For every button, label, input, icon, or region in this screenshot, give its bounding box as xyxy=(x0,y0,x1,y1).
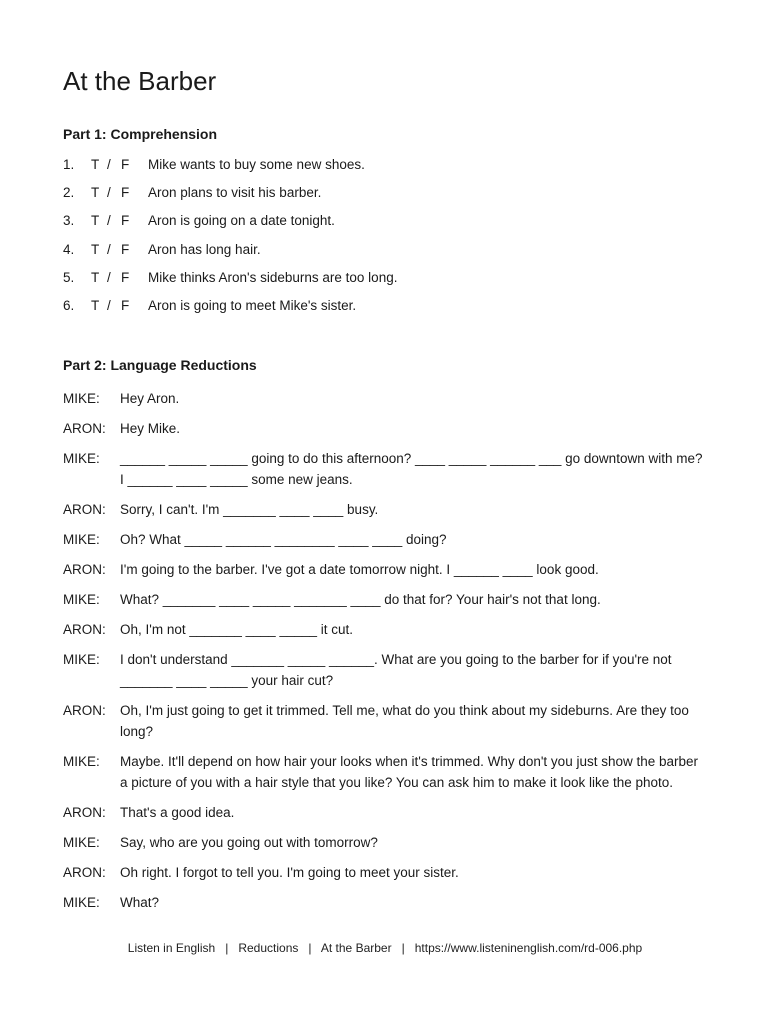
statement: Aron has long hair. xyxy=(148,241,261,257)
speaker-label: ARON: xyxy=(63,502,106,517)
part2-heading: Part 2: Language Reductions xyxy=(63,357,257,373)
footer-page: At the Barber xyxy=(320,941,392,955)
utterance-text: Hey Aron. xyxy=(120,391,180,406)
speaker-label: ARON: xyxy=(63,805,106,820)
tf-separator: / xyxy=(107,269,111,285)
dialogue-line xyxy=(63,499,703,520)
comprehension-item xyxy=(63,270,713,298)
statement: Mike wants to buy some new shoes. xyxy=(148,157,365,172)
tf-separator: / xyxy=(107,185,111,201)
comprehension-item xyxy=(63,298,713,326)
tf-separator: / xyxy=(107,157,111,172)
comprehension-item xyxy=(63,185,713,213)
dialogue xyxy=(63,388,703,922)
footer-separator: | xyxy=(308,941,312,955)
footer xyxy=(0,941,770,955)
false-option[interactable]: F xyxy=(121,297,130,313)
tf-separator: / xyxy=(107,297,111,313)
speaker-label: MIKE: xyxy=(63,451,100,466)
false-option[interactable]: F xyxy=(121,185,130,201)
utterance-text: I don't understand _______ _____ ______. What are you going to the barber for if you're not _______ ____ _____ your hair cut? xyxy=(120,652,672,688)
footer-separator: | xyxy=(225,941,229,955)
item-number: 5. xyxy=(63,269,75,285)
dialogue-line xyxy=(63,589,703,610)
utterance-text: Oh, I'm just going to get it trimmed. Tell me, what do you think about my sideburns. Are they too long? xyxy=(120,703,689,739)
item-number: 6. xyxy=(63,297,75,313)
speaker-label: MIKE: xyxy=(63,532,100,547)
comprehension-list xyxy=(63,157,713,326)
dialogue-line xyxy=(63,619,703,640)
speaker-label: MIKE: xyxy=(63,592,100,607)
dialogue-line xyxy=(63,448,703,490)
dialogue-line xyxy=(63,529,703,550)
comprehension-item xyxy=(63,157,713,185)
dialogue-line xyxy=(63,832,703,853)
statement: Aron is going on a date tonight. xyxy=(148,213,335,229)
speaker-label: ARON: xyxy=(63,421,106,436)
dialogue-line xyxy=(63,388,703,409)
speaker-label: MIKE: xyxy=(63,652,100,667)
true-option[interactable]: T xyxy=(91,297,100,313)
footer-site: Listen in English xyxy=(127,941,216,955)
dialogue-line xyxy=(63,700,703,742)
utterance-text: Oh? What _____ ______ ________ ____ ____ doing? xyxy=(120,532,447,547)
footer-url[interactable]: https://www.listeninenglish.com/rd-006.php xyxy=(414,941,643,955)
utterance-text: Say, who are you going out with tomorrow? xyxy=(120,835,378,850)
part1-heading: Part 1: Comprehension xyxy=(63,126,218,142)
false-option[interactable]: F xyxy=(121,241,130,257)
true-option[interactable]: T xyxy=(91,157,100,172)
utterance-text: Oh, I'm not _______ ____ _____ it cut. xyxy=(120,622,353,637)
false-option[interactable]: F xyxy=(121,269,130,285)
true-option[interactable]: T xyxy=(91,241,100,257)
false-option[interactable]: F xyxy=(121,157,130,172)
tf-separator: / xyxy=(107,213,111,229)
speaker-label: ARON: xyxy=(63,562,106,577)
statement: Aron plans to visit his barber. xyxy=(148,185,322,201)
utterance-text: That's a good idea. xyxy=(120,805,235,820)
speaker-label: MIKE: xyxy=(63,391,100,406)
false-option[interactable]: F xyxy=(121,213,130,229)
utterance-text: Maybe. It'll depend on how hair your looks when it's trimmed. Why don't you just show the barber a picture of you with a hair style that you like? You can ask him to make it look like the photo. xyxy=(120,754,699,790)
utterance-text: What? xyxy=(120,895,160,910)
speaker-label: MIKE: xyxy=(63,895,100,910)
dialogue-line xyxy=(63,892,703,913)
speaker-label: MIKE: xyxy=(63,754,100,769)
item-number: 1. xyxy=(63,157,75,172)
page-title: At the Barber xyxy=(63,66,217,96)
true-option[interactable]: T xyxy=(91,269,100,285)
item-number: 2. xyxy=(63,185,75,201)
speaker-label: ARON: xyxy=(63,865,106,880)
dialogue-line xyxy=(63,418,703,439)
comprehension-item xyxy=(63,213,713,241)
item-number: 3. xyxy=(63,213,75,229)
dialogue-line xyxy=(63,649,703,691)
true-option[interactable]: T xyxy=(91,213,100,229)
statement: Aron is going to meet Mike's sister. xyxy=(148,297,357,313)
footer-section: Reductions xyxy=(238,941,299,955)
speaker-label: ARON: xyxy=(63,703,106,718)
tf-separator: / xyxy=(107,241,111,257)
utterance-text: Hey Mike. xyxy=(120,421,181,436)
utterance-text: ______ _____ _____ going to do this afternoon? ____ _____ ______ ___ go downtown with me? I ______ ____ _____ some new jeans. xyxy=(120,451,703,487)
dialogue-line xyxy=(63,751,703,793)
comprehension-item xyxy=(63,242,713,270)
dialogue-line xyxy=(63,559,703,580)
utterance-text: Oh right. I forgot to tell you. I'm going to meet your sister. xyxy=(120,865,459,880)
utterance-text: Sorry, I can't. I'm _______ ____ ____ busy. xyxy=(120,502,379,517)
utterance-text: What? _______ ____ _____ _______ ____ do that for? Your hair's not that long. xyxy=(120,592,601,607)
speaker-label: ARON: xyxy=(63,622,106,637)
speaker-label: MIKE: xyxy=(63,835,100,850)
footer-separator: | xyxy=(401,941,405,955)
dialogue-line xyxy=(63,862,703,883)
utterance-text: I'm going to the barber. I've got a date tomorrow night. I ______ ____ look good. xyxy=(120,562,599,577)
true-option[interactable]: T xyxy=(91,185,100,201)
statement: Mike thinks Aron's sideburns are too long. xyxy=(148,269,398,285)
item-number: 4. xyxy=(63,241,75,257)
dialogue-line xyxy=(63,802,703,823)
